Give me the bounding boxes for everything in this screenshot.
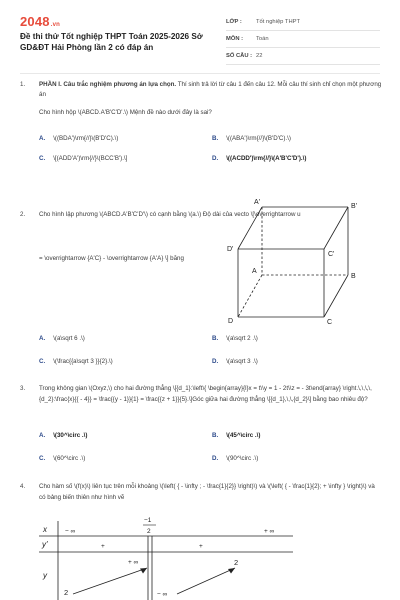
meta-row-subject [226,31,380,48]
option-text: \(90^\circ .\) [226,455,259,462]
x-mid-denominator: 2 [147,528,151,535]
meta-row-class [226,14,380,31]
option-c[interactable] [39,155,199,162]
option-b[interactable] [212,432,382,439]
option-label: A. [39,135,46,142]
option-label: C. [39,455,46,462]
option-label: B. [212,335,219,342]
option-a[interactable] [39,432,199,439]
option-d[interactable] [212,455,382,462]
vertex-b1: B' [351,203,358,210]
question-number: 1. [20,81,26,88]
yprime-left-sign: + [101,543,105,550]
question-stem-line2: = \overrightarrow {A'C} - \overrightarrow {A'A} \] bằng [39,255,184,262]
question-1 [20,80,382,118]
option-label: A. [39,432,46,439]
question-number: 2. [20,211,26,218]
row-label-yprime: y' [42,540,48,549]
option-label: A. [39,335,46,342]
option-c[interactable] [39,358,199,365]
question-number: 4. [20,483,26,490]
option-text: \(45^\circ .\) [226,432,261,439]
meta-value: Toán [256,36,269,42]
option-d[interactable] [212,155,382,162]
option-text: \[(ADD'A')\rm{//}\(BCC'B').\] [53,155,128,162]
vertex-a1: A' [254,199,261,206]
row-label-y: y [43,571,47,580]
option-label: D. [212,155,219,162]
y-right-top: 2 [234,558,239,567]
vertex-c1: C' [328,251,335,258]
header-divider [20,73,380,74]
option-text: \((ACDD')\rm{//}\(A'B'C'D').\) [226,155,307,162]
meta-key: LỚP : [226,19,242,25]
option-label: C. [39,358,46,365]
option-label: D. [212,358,219,365]
question-stem-line1: Cho hình lập phương \(ABCD.A'B'C'D'\) có cạnh bằng \(a.\) Độ dài của vecto \[\overrightarrow u [39,211,301,218]
vertex-c: C [327,319,333,326]
vertex-b: B [351,273,356,280]
page-header [0,0,400,72]
vertex-a: A [252,268,257,275]
x-left: − ∞ [65,528,76,535]
option-label: B. [212,135,219,142]
question-4 [20,482,382,514]
question-stem: Cho hình hộp \(ABCD.A'B'C'D'.\) Mệnh đề nào dưới đây là sai? [39,109,212,116]
meta-value: 22 [256,53,263,59]
question-stem: Cho hàm số \(f(x)\) liên tục trên mỗi khoảng \(\left( { - \infty ; - \frac{1}{2}} \right)\) và \(\left( { - \frac{1}{2}; + \infty } \right)\) và có bảng biến thiên như hình vẽ [39,483,375,501]
part-heading: PHẦN I. Câu trắc nghiệm phương án lựa chọn. [39,81,177,88]
option-text: \((BDA')\rm{//}\(B'D'C).\) [53,135,119,142]
site-logo[interactable] [20,14,60,29]
option-c[interactable] [39,455,199,462]
vertex-d: D [228,318,234,325]
row-label-x: x [43,525,47,534]
option-a[interactable] [39,335,199,342]
option-text: \((ABA')\rm{//}\(B'D'C).\) [226,135,291,142]
y-left-bottom: 2 [64,588,69,597]
option-text: \(a\sqrt 2 .\) [226,335,258,342]
variation-table [35,516,295,600]
cube-figure [220,193,370,328]
option-label: D. [212,455,219,462]
option-b[interactable] [212,335,382,342]
part-instructions: Thí sinh trả lời từ câu 1 đến câu 12. Mỗi câu thí sinh chỉ chọn một phương án [39,81,382,98]
option-text: \(60^\circ .\) [53,455,86,462]
option-d[interactable] [212,358,382,365]
logo-main: 2048 [20,14,50,29]
logo-suffix: .vn [50,22,61,28]
option-a[interactable] [39,135,199,142]
vertex-d1: D' [227,246,234,253]
meta-value: Tốt nghiệp THPT [256,19,301,25]
x-mid-numerator: −1 [144,517,152,524]
question-intro [39,80,382,100]
meta-key: MÔN : [226,36,244,42]
y-right-bottom: − ∞ [157,591,168,598]
option-text: \(a\sqrt 3 .\) [226,358,258,365]
y-left-top: + ∞ [128,559,139,566]
option-b[interactable] [212,135,382,142]
yprime-right-sign: + [199,543,203,550]
question-3 [20,384,382,426]
meta-row-count [226,48,380,65]
option-text: \(a\sqrt 6 .\) [53,335,85,342]
meta-key: SỐ CÂU : [226,53,253,59]
x-right: + ∞ [264,528,275,535]
question-number: 3. [20,385,26,392]
exam-title: Đề thi thử Tốt nghiệp THPT Toán 2025-2026 Sở GD&ĐT Hải Phòng lần 2 có đáp án [20,32,203,52]
option-label: B. [212,432,219,439]
option-text: \(\frac{{a\sqrt 3 }}{2}.\) [53,358,113,365]
option-text: \(30^\circ .\) [53,432,88,439]
question-stem: Trong không gian \(Oxyz,\) cho hai đường thẳng \[{d_1}:\left\{ \begin{array}{l}x = t\\y = 1 - 2t\\z = - 3t\end{array} \right.\,\,\,\,{d_2}:\frac{x}{{ - 4}} = \frac{{y - 1}}{1} = \frac{{z + 1}}{5}.\]Góc giữa hai đường thẳng \[{d_1},\,\,{d_2}\] bằng bao nhiêu độ? [39,385,372,403]
option-label: C. [39,155,46,162]
exam-meta [226,14,380,65]
